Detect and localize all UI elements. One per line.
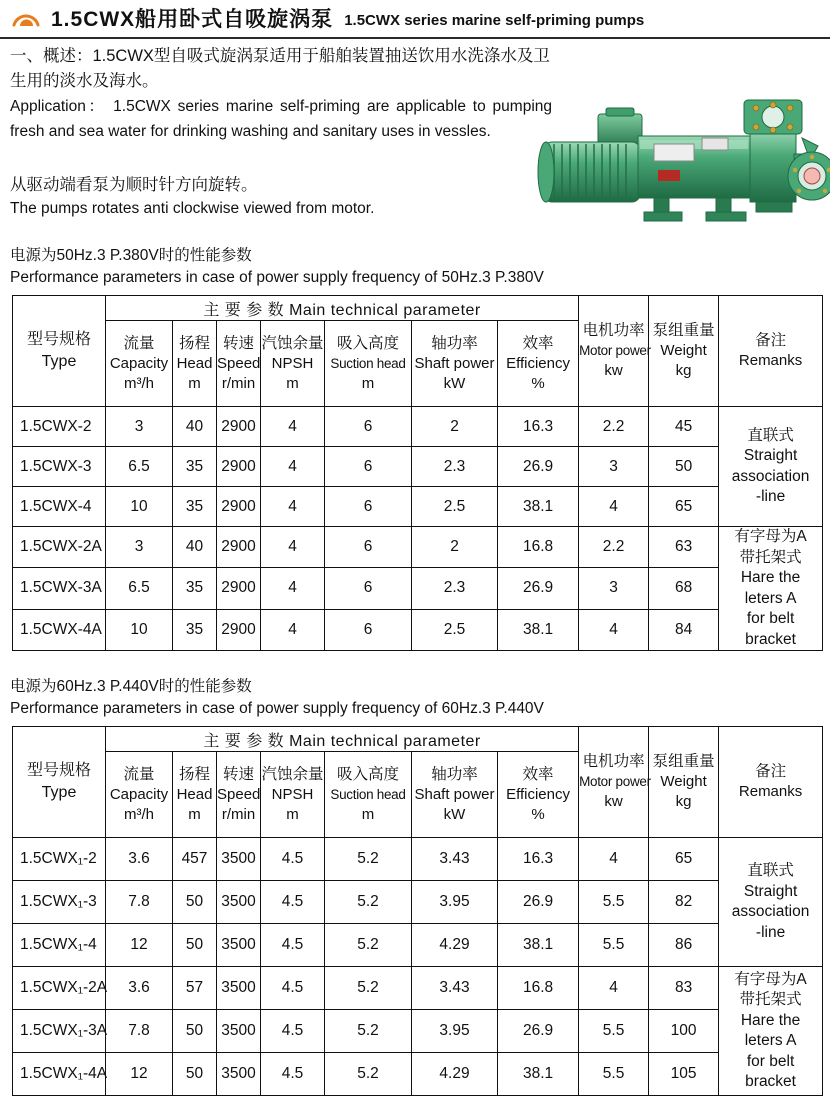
remarks-cell: 直联式 Straight association -line xyxy=(719,407,823,527)
remarks-cell: 直联式 Straight association -line xyxy=(719,838,823,967)
value-cell: 3.95 xyxy=(412,1010,498,1053)
section-heading-60hz-en: Performance parameters in case of power supply frequency of 60Hz.3 P.440V xyxy=(10,700,544,717)
value-cell: 6.5 xyxy=(106,568,173,609)
value-cell: 57 xyxy=(173,967,217,1010)
value-cell: 5.5 xyxy=(579,924,649,967)
value-cell: 100 xyxy=(649,1010,719,1053)
pump-type-cell: 1.5CWX-2 xyxy=(13,407,106,447)
value-cell: 2.5 xyxy=(412,487,498,527)
value-cell: 2.3 xyxy=(412,447,498,487)
value-cell: 4 xyxy=(261,407,325,447)
performance-table-60hz xyxy=(12,726,823,1096)
pump-type-cell: 1.5CWX₁-2 xyxy=(13,838,106,881)
col-header-efficiency: 效率 Efficiency % xyxy=(498,321,579,407)
value-cell: 45 xyxy=(649,407,719,447)
col-header-suction-head: 吸入高度 Suction head m xyxy=(325,752,412,838)
col-header-type: 型号规格 Type xyxy=(13,296,106,407)
intro-paragraph-en: Application： 1.5CWX series marine self-priming are applicable to pumping fresh and sea water for drinking washing and sanitary uses in vessles. xyxy=(10,98,552,140)
col-header-efficiency: 效率 Efficiency % xyxy=(498,752,579,838)
value-cell: 105 xyxy=(649,1053,719,1096)
value-cell: 5.5 xyxy=(579,881,649,924)
value-cell: 50 xyxy=(173,1053,217,1096)
performance-table-50hz xyxy=(12,295,823,651)
value-cell: 3 xyxy=(579,447,649,487)
col-header-motor-power: 电机功率 Motor power kw xyxy=(579,727,649,838)
value-cell: 3500 xyxy=(217,967,261,1010)
value-cell: 3 xyxy=(106,527,173,568)
remarks-cell: 有字母为A 带托架式 Hare the leters A for belt bracket xyxy=(719,967,823,1096)
value-cell: 5.2 xyxy=(325,1010,412,1053)
value-cell: 16.8 xyxy=(498,967,579,1010)
pump-type-cell: 1.5CWX-4A xyxy=(13,609,106,650)
value-cell: 40 xyxy=(173,527,217,568)
table-row xyxy=(13,838,823,881)
value-cell: 7.8 xyxy=(106,1010,173,1053)
section-heading-50hz xyxy=(10,245,820,289)
value-cell: 4 xyxy=(579,609,649,650)
col-header-weight: 泵组重量 Weight kg xyxy=(649,296,719,407)
section-heading-60hz xyxy=(10,676,820,720)
value-cell: 2.2 xyxy=(579,407,649,447)
pump-type-cell: 1.5CWX-3A xyxy=(13,568,106,609)
col-header-speed: 转速 Speed r/min xyxy=(217,752,261,838)
value-cell: 16.3 xyxy=(498,838,579,881)
value-cell: 4.5 xyxy=(261,1010,325,1053)
value-cell: 4.5 xyxy=(261,1053,325,1096)
value-cell: 5.5 xyxy=(579,1010,649,1053)
col-group-main-parameters: 主 要 参 数 Main technical parameter xyxy=(106,296,579,321)
value-cell: 68 xyxy=(649,568,719,609)
value-cell: 2.5 xyxy=(412,609,498,650)
value-cell: 6 xyxy=(325,568,412,609)
col-header-remarks: 备注 Remanks xyxy=(719,727,823,838)
value-cell: 2 xyxy=(412,527,498,568)
value-cell: 4.5 xyxy=(261,838,325,881)
table-row xyxy=(13,1010,823,1053)
value-cell: 16.8 xyxy=(498,527,579,568)
table-row xyxy=(13,568,823,609)
col-header-shaft-power: 轴功率 Shaft power kW xyxy=(412,321,498,407)
rotation-note-zh: 从驱动端看泵为顺时针方向旋转。 xyxy=(10,176,258,194)
value-cell: 12 xyxy=(106,1053,173,1096)
value-cell: 3500 xyxy=(217,838,261,881)
col-header-weight: 泵组重量 Weight kg xyxy=(649,727,719,838)
value-cell: 4 xyxy=(261,487,325,527)
value-cell: 16.3 xyxy=(498,407,579,447)
table-row xyxy=(13,527,823,568)
section-heading-50hz-zh: 电源为50Hz.3 P.380V时的性能参数 xyxy=(10,247,252,264)
value-cell: 5.2 xyxy=(325,838,412,881)
value-cell: 2.2 xyxy=(579,527,649,568)
value-cell: 26.9 xyxy=(498,447,579,487)
value-cell: 40 xyxy=(173,407,217,447)
value-cell: 50 xyxy=(649,447,719,487)
value-cell: 65 xyxy=(649,838,719,881)
value-cell: 4 xyxy=(261,568,325,609)
brand-arc-icon xyxy=(10,7,42,33)
value-cell: 83 xyxy=(649,967,719,1010)
value-cell: 3500 xyxy=(217,1010,261,1053)
col-group-main-parameters: 主 要 参 数 Main technical parameter xyxy=(106,727,579,752)
value-cell: 2900 xyxy=(217,568,261,609)
col-header-capacity: 流量 Capacity m³/h xyxy=(106,752,173,838)
pump-type-cell: 1.5CWX₁-2A xyxy=(13,967,106,1010)
pump-photo xyxy=(534,86,830,228)
value-cell: 26.9 xyxy=(498,568,579,609)
value-cell: 65 xyxy=(649,487,719,527)
value-cell: 4 xyxy=(261,609,325,650)
value-cell: 3500 xyxy=(217,924,261,967)
value-cell: 10 xyxy=(106,487,173,527)
value-cell: 3.43 xyxy=(412,967,498,1010)
pump-type-cell: 1.5CWX-2A xyxy=(13,527,106,568)
value-cell: 10 xyxy=(106,609,173,650)
value-cell: 50 xyxy=(173,881,217,924)
value-cell: 26.9 xyxy=(498,1010,579,1053)
value-cell: 3.6 xyxy=(106,838,173,881)
value-cell: 3500 xyxy=(217,881,261,924)
value-cell: 38.1 xyxy=(498,487,579,527)
col-header-shaft-power: 轴功率 Shaft power kW xyxy=(412,752,498,838)
value-cell: 2900 xyxy=(217,447,261,487)
table-row xyxy=(13,447,823,487)
table-row xyxy=(13,609,823,650)
value-cell: 4.29 xyxy=(412,1053,498,1096)
page-title-en: 1.5CWX series marine self-priming pumps xyxy=(344,12,645,29)
value-cell: 4 xyxy=(261,527,325,568)
value-cell: 4 xyxy=(579,838,649,881)
value-cell: 3500 xyxy=(217,1053,261,1096)
value-cell: 84 xyxy=(649,609,719,650)
value-cell: 2900 xyxy=(217,609,261,650)
value-cell: 6 xyxy=(325,609,412,650)
remarks-cell: 有字母为A 带托架式 Hare the leters A for belt bracket xyxy=(719,527,823,651)
intro-paragraph-zh: 一、概述：1.5CWX型自吸式旋涡泵适用于船舶装置抽送饮用水洗涤水及卫生用的淡水及海水。 xyxy=(10,47,550,90)
value-cell: 82 xyxy=(649,881,719,924)
table-row xyxy=(13,967,823,1010)
value-cell: 6.5 xyxy=(106,447,173,487)
col-header-head: 扬程 Head m xyxy=(173,321,217,407)
value-cell: 3.6 xyxy=(106,967,173,1010)
value-cell: 4 xyxy=(261,447,325,487)
value-cell: 5.2 xyxy=(325,881,412,924)
value-cell: 38.1 xyxy=(498,609,579,650)
value-cell: 3.43 xyxy=(412,838,498,881)
intro-section xyxy=(10,44,552,144)
value-cell: 38.1 xyxy=(498,924,579,967)
page-title-zh: 1.5CWX船用卧式自吸旋涡泵 xyxy=(51,8,334,31)
pump-type-cell: 1.5CWX-3 xyxy=(13,447,106,487)
value-cell: 35 xyxy=(173,568,217,609)
value-cell: 4.5 xyxy=(261,924,325,967)
col-header-npsh: 汽蚀余量 NPSH m xyxy=(261,752,325,838)
section-heading-50hz-en: Performance parameters in case of power supply frequency of 50Hz.3 P.380V xyxy=(10,269,544,286)
pump-type-cell: 1.5CWX₁-4A xyxy=(13,1053,106,1096)
value-cell: 35 xyxy=(173,609,217,650)
col-header-capacity: 流量 Capacity m³/h xyxy=(106,321,173,407)
value-cell: 5.2 xyxy=(325,967,412,1010)
col-header-motor-power: 电机功率 Motor power kw xyxy=(579,296,649,407)
title-divider xyxy=(0,37,830,39)
value-cell: 35 xyxy=(173,447,217,487)
value-cell: 457 xyxy=(173,838,217,881)
value-cell: 2900 xyxy=(217,487,261,527)
value-cell: 6 xyxy=(325,527,412,568)
col-header-type: 型号规格 Type xyxy=(13,727,106,838)
col-header-npsh: 汽蚀余量 NPSH m xyxy=(261,321,325,407)
section-heading-60hz-zh: 电源为60Hz.3 P.440V时的性能参数 xyxy=(10,678,252,695)
col-header-suction-head: 吸入高度 Suction head m xyxy=(325,321,412,407)
value-cell: 2.3 xyxy=(412,568,498,609)
value-cell: 63 xyxy=(649,527,719,568)
value-cell: 6 xyxy=(325,447,412,487)
col-header-remarks: 备注 Remanks xyxy=(719,296,823,407)
value-cell: 50 xyxy=(173,924,217,967)
value-cell: 4.29 xyxy=(412,924,498,967)
value-cell: 3.95 xyxy=(412,881,498,924)
rotation-note-en: The pumps rotates anti clockwise viewed from motor. xyxy=(10,200,375,217)
value-cell: 2 xyxy=(412,407,498,447)
value-cell: 86 xyxy=(649,924,719,967)
value-cell: 5.2 xyxy=(325,1053,412,1096)
value-cell: 3 xyxy=(579,568,649,609)
value-cell: 2900 xyxy=(217,527,261,568)
value-cell: 7.8 xyxy=(106,881,173,924)
pump-type-cell: 1.5CWX₁-3 xyxy=(13,881,106,924)
value-cell: 4.5 xyxy=(261,881,325,924)
value-cell: 4 xyxy=(579,967,649,1010)
value-cell: 6 xyxy=(325,487,412,527)
table-row xyxy=(13,1053,823,1096)
value-cell: 5.5 xyxy=(579,1053,649,1096)
table-row xyxy=(13,487,823,527)
table-row xyxy=(13,407,823,447)
col-header-speed: 转速 Speed r/min xyxy=(217,321,261,407)
table-row xyxy=(13,881,823,924)
value-cell: 50 xyxy=(173,1010,217,1053)
value-cell: 35 xyxy=(173,487,217,527)
value-cell: 12 xyxy=(106,924,173,967)
value-cell: 4.5 xyxy=(261,967,325,1010)
value-cell: 6 xyxy=(325,407,412,447)
value-cell: 26.9 xyxy=(498,881,579,924)
value-cell: 3 xyxy=(106,407,173,447)
table-row xyxy=(13,924,823,967)
pump-type-cell: 1.5CWX-4 xyxy=(13,487,106,527)
value-cell: 5.2 xyxy=(325,924,412,967)
pump-type-cell: 1.5CWX₁-3A xyxy=(13,1010,106,1053)
col-header-head: 扬程 Head m xyxy=(173,752,217,838)
page-header xyxy=(0,0,830,33)
value-cell: 38.1 xyxy=(498,1053,579,1096)
pump-type-cell: 1.5CWX₁-4 xyxy=(13,924,106,967)
value-cell: 4 xyxy=(579,487,649,527)
value-cell: 2900 xyxy=(217,407,261,447)
